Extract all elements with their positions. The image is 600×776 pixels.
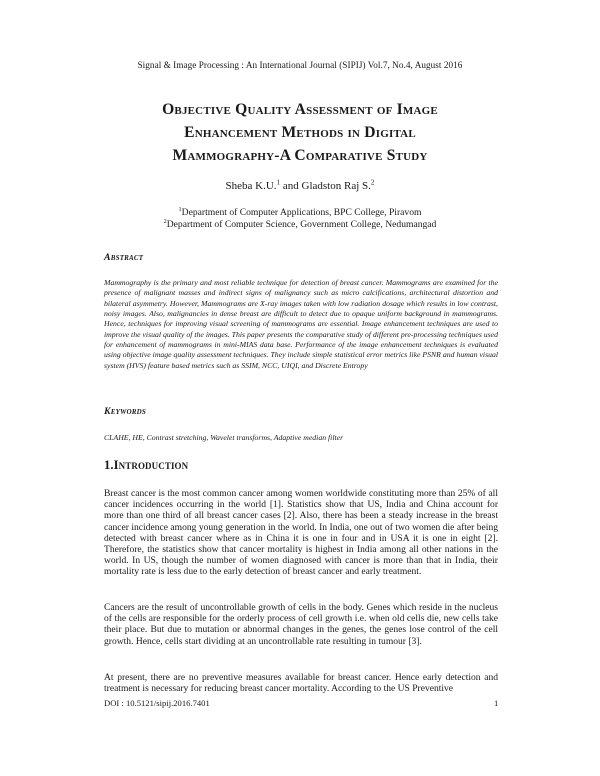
intro-paragraph-1: Breast cancer is the most common cancer among women worldwide constituting more than 25% of all cancer incidences occurring in the world [1]. Statistics show that US, India and China account for more than one third of all breast cancer cases [2]. Also, there has been a steady increase in the breast cancer incidence among young generation in the world. In India, one out of two women die after being detected with breast cancer where as in China it is one in four and in USA it is one in eight [2]. Therefore, the statistics show that cancer mortality is highest in India among all other nations in the world. In US, though the number of women diagnosed with cancer is more than that in India, their mortality rate is less due to the early detection of breast cancer and early treatment. — [104, 488, 498, 578]
keywords-text: CLAHE, HE, Contrast stretching, Wavelet transforms, Adaptive median filter — [104, 433, 344, 442]
affiliation-1-text: Department of Computer Applications, BPC College, Piravom — [181, 207, 422, 218]
author-1-affil: 1 — [276, 178, 281, 187]
introduction-heading: 1.Introduction — [104, 458, 189, 472]
affiliation-2-sup: 2 — [163, 217, 167, 225]
affiliations — [0, 207, 600, 231]
title-line-3: Mammography-A Comparative Study — [172, 147, 428, 164]
abstract-heading: Abstract — [104, 252, 144, 263]
abstract-text: Mammography is the primary and most reliable technique for detection of breast cancer. Mammograms are examined for the presence of malignant masses and indirect signs of malignancy such as micro calcifications, architectural distortion and bilateral asymmetry. However, Mammograms are X-ray images taken with low radiation dosage which results in low contrast, noisy images. Also, malignancies in dense breast are difficult to detect due to opaque uniform background in mammograms. Hence, techniques for improving visual screening of mammograms are essential. Image enhancement techniques are used to improve the visual quality of the images. This paper presents the comparative study of different pre-processing techniques used for enhancement of mammograms in mini-MIAS data base. Performance of the image enhancement techniques is evaluated using objective image quality assessment techniques. They include simple statistical error metrics like PSNR and human visual system (HVS) feature based metrics such as SSIM, NCC, UIQI, and Discrete Entropy — [104, 278, 498, 370]
affiliation-2 — [0, 219, 600, 231]
author-connector: and — [280, 180, 302, 192]
author-1: Sheba K.U. — [225, 180, 277, 192]
title-line-2: Enhancement Methods in Digital — [184, 124, 416, 141]
authors-line — [0, 180, 600, 192]
footer-doi: DOI : 10.5121/sipij.2016.7401 — [104, 698, 210, 708]
affiliation-1-sup: 1 — [178, 205, 182, 213]
journal-header: Signal & Image Processing : An International Journal (SIPIJ) Vol.7, No.4, August 2016 — [137, 60, 463, 70]
keywords-heading: Keywords — [104, 406, 146, 417]
title-line-1: Objective Quality Assessment of Image — [162, 101, 438, 118]
affiliation-1 — [0, 207, 600, 219]
page-number: 1 — [494, 698, 499, 708]
affiliation-2-text: Department of Computer Science, Government College, Nedumangad — [166, 219, 437, 230]
paper-title — [60, 98, 540, 167]
intro-paragraph-2: Cancers are the result of uncontrollable growth of cells in the body. Genes which reside in the nucleus of the cells are responsible for the orderly process of cell growth i.e. when old cells die, new cells take their place. But due to mutation or abnormal changes in the genes, the genes lose control of the cell growth. Hence, cells start dividing at an uncontrollable rate resulting in tumour [3]. — [104, 602, 498, 647]
intro-paragraph-3: At present, there are no preventive measures available for breast cancer. Hence early detection and treatment is necessary for reducing breast cancer mortality. According to the US Preventive — [104, 672, 498, 695]
author-2-affil: 2 — [370, 178, 375, 187]
author-2: Gladston Raj S. — [301, 180, 371, 192]
